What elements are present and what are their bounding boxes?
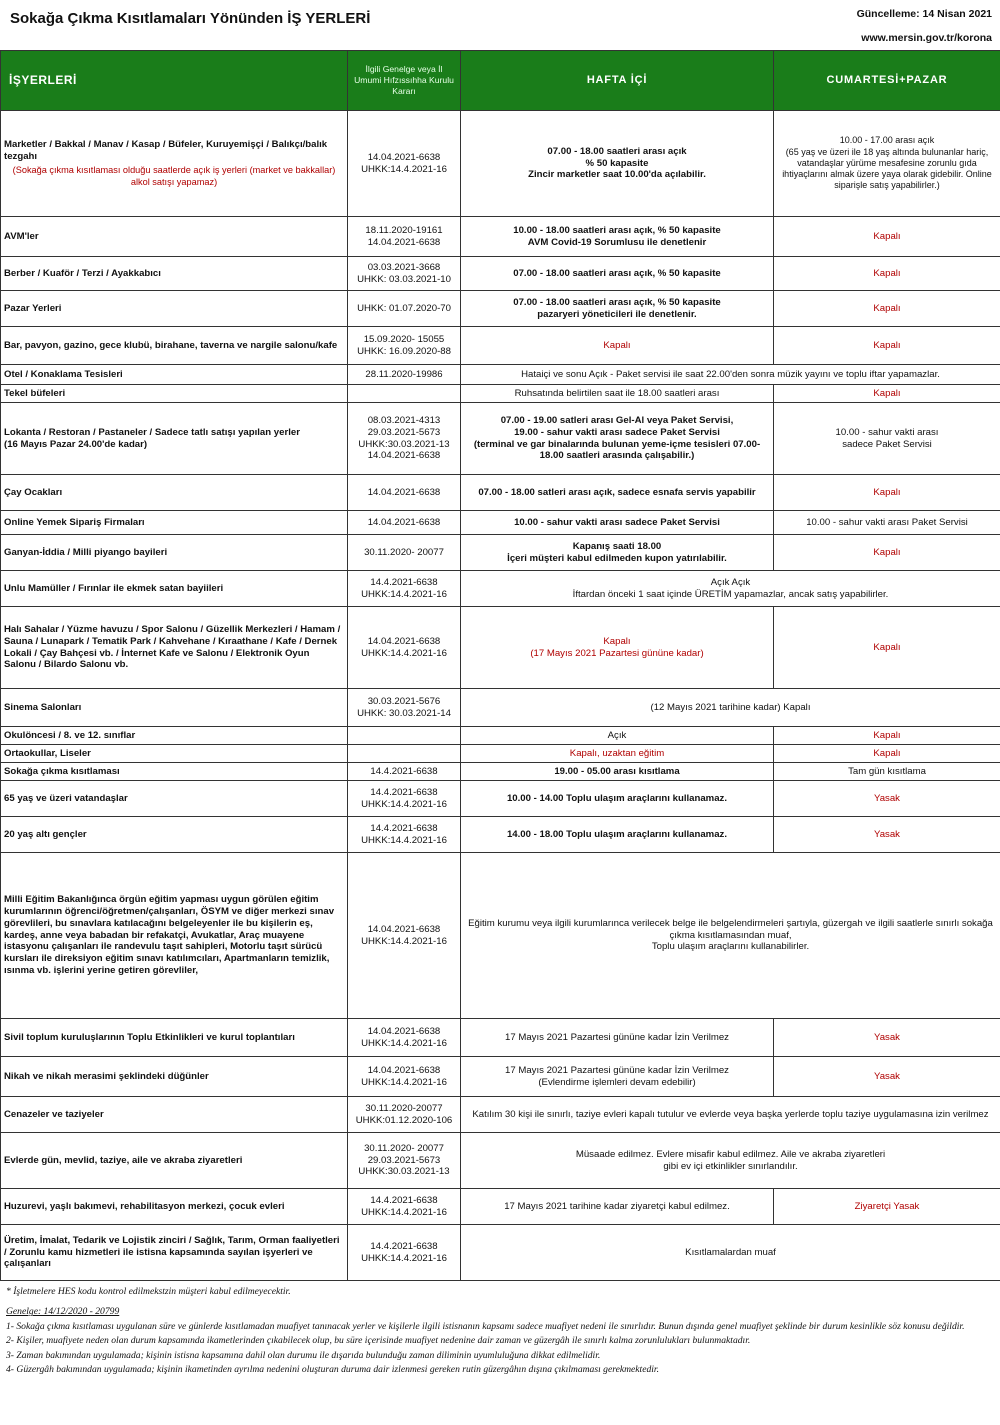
decision-ref: 14.4.2021-6638 UHKK:14.4.2021-16: [348, 571, 461, 607]
workplace-label: Tekel büfeleri: [4, 387, 66, 399]
decision-ref: [348, 385, 461, 403]
decision-ref: 14.04.2021-6638 UHKK:14.4.2021-16: [348, 1057, 461, 1097]
table-row: [1, 1097, 1000, 1133]
decision-ref: [348, 727, 461, 745]
table-row: [1, 385, 1000, 403]
decision-ref: [348, 745, 461, 763]
decision-ref: 30.11.2020- 20077: [348, 535, 461, 571]
workplace-name: [1, 327, 348, 365]
decision-ref: 15.09.2020- 15055 UHKK: 16.09.2020-88: [348, 327, 461, 365]
workplace-name: [1, 291, 348, 327]
update-date: Güncelleme: 14 Nisan 2021: [856, 8, 992, 20]
weekend-rule: Kapalı: [774, 727, 1000, 745]
col-header-weekend: CUMARTESİ+PAZAR: [774, 51, 1000, 111]
table-row: [1, 1133, 1000, 1189]
footnote-4: 4- Güzergâh bakımından uygulamada; kişinin ikametinden ayrılma nedenini oluşturan duruma dair izlenmesi gereken rutin güzergâhın dışına çıkılmaması gerekmektedir.: [6, 1363, 659, 1375]
workplace-name: [1, 781, 348, 817]
table-row: [1, 607, 1000, 689]
weekday-rule: 19.00 - 05.00 arası kısıtlama: [461, 763, 774, 781]
table-row: [1, 535, 1000, 571]
weekend-rule: Ziyaretçi Yasak: [774, 1189, 1000, 1225]
workplace-label: Çay Ocakları: [4, 486, 63, 498]
weekend-rule: Yasak: [774, 781, 1000, 817]
decision-ref: 14.04.2021-6638 UHKK:14.4.2021-16: [348, 1019, 461, 1057]
decision-ref: 14.04.2021-6638 UHKK:14.4.2021-16: [348, 853, 461, 1019]
genelge-ref: Genelge: 14/12/2020 - 20799: [6, 1306, 120, 1318]
all-days-rule: (12 Mayıs 2021 tarihine kadar) Kapalı: [461, 689, 1000, 727]
workplace-label: Cenazeler ve taziyeler: [4, 1108, 104, 1120]
weekend-rule: Kapalı: [774, 291, 1000, 327]
col-header-weekday: HAFTA İÇİ: [461, 51, 774, 111]
all-days-rule: Eğitim kurumu veya ilgili kurumlarınca verilecek belge ile belgelendirmeleri şartıyla, güzergah ve ilgili saatlerle sınırlı sokağa çıkma kısıtlamasından muaf, Toplu ulaşım araçlarını kullanabilirler.: [461, 853, 1000, 1019]
workplace-label: Online Yemek Sipariş Firmaları: [4, 516, 145, 528]
table-row: [1, 763, 1000, 781]
weekday-rule: Kapanış saati 18.00 İçeri müşteri kabul edilmeden kupon yatırılabilir.: [461, 535, 774, 571]
workplace-label: 65 yaş ve üzeri vatandaşlar: [4, 792, 128, 804]
table-row: [1, 291, 1000, 327]
workplace-label: Pazar Yerleri: [4, 302, 62, 314]
decision-ref: 03.03.2021-3668 UHKK: 03.03.2021-10: [348, 257, 461, 291]
weekend-rule: Kapalı: [774, 217, 1000, 257]
workplace-note: (Sokağa çıkma kısıtlaması olduğu saatlerde açık iş yerleri (market ve bakkallar) alkol satışı yapamaz): [12, 165, 336, 187]
workplace-name: [1, 111, 348, 217]
table-row: [1, 1019, 1000, 1057]
decision-ref: 18.11.2020-19161 14.04.2021-6638: [348, 217, 461, 257]
table-row: [1, 365, 1000, 385]
all-days-rule: Kısıtlamalardan muaf: [461, 1225, 1000, 1281]
workplace-name: [1, 817, 348, 853]
decision-ref: 30.11.2020- 20077 29.03.2021-5673 UHKK:30.03.2021-13: [348, 1133, 461, 1189]
workplace-label: Evlerde gün, mevlid, taziye, aile ve akraba ziyaretleri: [4, 1154, 243, 1166]
footer-notes: [0, 1285, 1000, 1377]
weekday-rule: 10.00 - sahur vakti arası sadece Paket Servisi: [461, 511, 774, 535]
footnote-3: 3- Zaman bakımından uygulamada; kişinin istisna kapsamına dahil olan durumu ile dışarıda bulunduğu zaman diliminin uyumluluğuna dikkat edilmelidir.: [6, 1349, 601, 1361]
weekend-rule: 10.00 - 17.00 arası açık (65 yaş ve üzeri ile 18 yaş altında bulunanlar hariç, vatandaşlar yürüme mesafesine zorunlu gıda ihtiyaçlarını almak üzere yaya olarak gidebilir. Online siparişle satış yapabilirler.): [774, 111, 1000, 217]
workplace-label: Unlu Mamüller / Fırınlar ile ekmek satan bayiileri: [4, 582, 224, 594]
decision-ref: 14.4.2021-6638: [348, 763, 461, 781]
workplace-label: 20 yaş altı gençler: [4, 828, 87, 840]
table-row: [1, 571, 1000, 607]
weekday-rule: Kapalı: [461, 327, 774, 365]
weekend-rule: Kapalı: [774, 327, 1000, 365]
workplace-name: [1, 1097, 348, 1133]
decision-ref: 28.11.2020-19986: [348, 365, 461, 385]
workplace-label: Berber / Kuaför / Terzi / Ayakkabıcı: [4, 267, 161, 279]
weekend-rule: 10.00 - sahur vakti arası sadece Paket Servisi: [774, 403, 1000, 475]
all-days-rule: Hataiçi ve sonu Açık - Paket servisi ile saat 22.00'den sonra müzik yayını ve toplu iftar yapamazlar.: [461, 365, 1000, 385]
weekday-rule: 07.00 - 18.00 saatleri arası açık % 50 kapasite Zincir marketler saat 10.00'da açılabilir.: [461, 111, 774, 217]
workplace-label: Ganyan-İddia / Milli piyango bayileri: [4, 546, 168, 558]
all-days-rule: Katılım 30 kişi ile sınırlı, taziye evleri kapalı tutulur ve evlerde veya başka yerlerde toplu taziye uygulamasına izin verilmez: [461, 1097, 1000, 1133]
weekday-rule: 07.00 - 18.00 satleri arası açık, sadece esnafa servis yapabilir: [461, 475, 774, 511]
footnote-2: 2- Kişiler, muafiyete neden olan durum kapsamında ikametlerinden çıkabilecek olup, bu süre içerisinde muafiyet nedenine dair zaman ve güzergâh ile sınırlı kalma zorunlulukları bulunmaktadır.: [6, 1335, 751, 1347]
table-row: [1, 817, 1000, 853]
workplace-name: [1, 745, 348, 763]
table-row: [1, 1057, 1000, 1097]
decision-ref: 14.4.2021-6638 UHKK:14.4.2021-16: [348, 1189, 461, 1225]
weekday-rule: 07.00 - 18.00 saatleri arası açık, % 50 kapasite pazaryeri yöneticileri ile denetlenir.: [461, 291, 774, 327]
workplace-name: [1, 853, 348, 1019]
workplace-label: Halı Sahalar / Yüzme havuzu / Spor Salonu / Güzellik Merkezleri / Hamam / Sauna / Lunapark / Tematik Park / Kahvehane / Kıraathane / Kafe / Dernek Lokali / Çay Bahçesi vb. / İnternet Kafe ve Salonu / Elektronik Oyun Salonu / Bilardo Salonu vb.: [4, 623, 341, 671]
page-header: [0, 0, 1000, 50]
workplace-label: Huzurevi, yaşlı bakımevi, rehabilitasyon merkezi, çocuk evleri: [4, 1200, 285, 1212]
weekday-rule: 07.00 - 19.00 satleri arası Gel-Al veya Paket Servisi, 19.00 - sahur vakti arası sadece Paket Servisi (terminal ve gar binalarında bulunan yeme-içme tesisleri 07.00-18.00 saatleri arasında çalışabilir.): [461, 403, 774, 475]
weekend-rule: Yasak: [774, 817, 1000, 853]
table-body: [1, 111, 1000, 1281]
workplace-name: [1, 403, 348, 475]
workplace-name: [1, 689, 348, 727]
workplace-name: [1, 385, 348, 403]
decision-ref: 14.04.2021-6638: [348, 475, 461, 511]
weekend-rule: Yasak: [774, 1019, 1000, 1057]
workplace-name: [1, 1057, 348, 1097]
website-link[interactable]: www.mersin.gov.tr/korona: [861, 32, 992, 44]
weekend-rule: Yasak: [774, 1057, 1000, 1097]
workplace-label: Ortaokullar, Liseler: [4, 747, 91, 759]
workplace-name: [1, 1133, 348, 1189]
table-row: [1, 1189, 1000, 1225]
restrictions-table: [0, 50, 1000, 1281]
workplace-label: AVM'ler: [4, 230, 39, 242]
table-row: [1, 327, 1000, 365]
workplace-label: Marketler / Bakkal / Manav / Kasap / Büfeler, Kuruyemişçi / Balıkçı/balık tezgahı: [4, 138, 328, 162]
weekend-rule: Kapalı: [774, 535, 1000, 571]
weekday-rule: 17 Mayıs 2021 tarihine kadar ziyaretçi kabul edilmez.: [461, 1189, 774, 1225]
workplace-label: Nikah ve nikah merasimi şeklindeki düğünler: [4, 1070, 209, 1082]
table-row: [1, 111, 1000, 217]
workplace-name: [1, 475, 348, 511]
weekend-rule: Kapalı: [774, 475, 1000, 511]
weekday-rule: Kapalı (17 Mayıs 2021 Pazartesi gününe kadar): [461, 607, 774, 689]
table-row: [1, 727, 1000, 745]
weekday-rule: Ruhsatında belirtilen saat ile 18.00 saatleri arası: [461, 385, 774, 403]
workplace-name: [1, 727, 348, 745]
table-row: [1, 403, 1000, 475]
table-row: [1, 781, 1000, 817]
workplace-label: Sinema Salonları: [4, 701, 82, 713]
weekend-rule: Kapalı: [774, 745, 1000, 763]
all-days-rule: Açık Açık İftardan önceki 1 saat içinde ÜRETİM yapamazlar, ancak satış yapabilirler.: [461, 571, 1000, 607]
decision-ref: 14.04.2021-6638 UHKK:14.4.2021-16: [348, 111, 461, 217]
weekend-rule: Kapalı: [774, 607, 1000, 689]
weekend-rule: Tam gün kısıtlama: [774, 763, 1000, 781]
decision-ref: 14.4.2021-6638 UHKK:14.4.2021-16: [348, 817, 461, 853]
table-row: [1, 853, 1000, 1019]
workplace-name: [1, 365, 348, 385]
workplace-name: [1, 1225, 348, 1281]
workplace-label: Otel / Konaklama Tesisleri: [4, 368, 123, 380]
decision-ref: UHKK: 01.07.2020-70: [348, 291, 461, 327]
decision-ref: 30.03.2021-5676 UHKK: 30.03.2021-14: [348, 689, 461, 727]
workplace-label: Lokanta / Restoran / Pastaneler / Sadece tatlı satışı yapılan yerler (16 Mayıs Pazar 24.00'de kadar): [4, 426, 300, 450]
col-header-workplaces: İŞYERLERİ: [1, 51, 348, 111]
workplace-name: [1, 607, 348, 689]
table-row: [1, 1225, 1000, 1281]
table-row: [1, 689, 1000, 727]
all-days-rule: Müsaade edilmez. Evlere misafir kabul edilmez. Aile ve akraba ziyaretleri gibi ev içi etkinlikler sınırlandılır.: [461, 1133, 1000, 1189]
workplace-name: [1, 1019, 348, 1057]
workplace-name: [1, 1189, 348, 1225]
weekday-rule: 14.00 - 18.00 Toplu ulaşım araçlarını kullanamaz.: [461, 817, 774, 853]
table-row: [1, 217, 1000, 257]
weekday-rule: 07.00 - 18.00 saatleri arası açık, % 50 kapasite: [461, 257, 774, 291]
decision-ref: 14.4.2021-6638 UHKK:14.4.2021-16: [348, 1225, 461, 1281]
workplace-name: [1, 535, 348, 571]
workplace-name: [1, 257, 348, 291]
footnote-1: 1- Sokağa çıkma kısıtlaması uygulanan süre ve günlerde kısıtlamadan muafiyet tanınacak yerler ve kişilerle ilgili istisnanın kapsamı sadece muafiyet nedeni ile sınırlıdır. Bunun dışında genel muafiyet şeklinde bir durum kesinlikle söz konusu değildir.: [6, 1320, 965, 1332]
decision-ref: 30.11.2020-20077 UHKK:01.12.2020-106: [348, 1097, 461, 1133]
table-row: [1, 511, 1000, 535]
table-header-row: [1, 51, 1000, 111]
workplace-label: Okulöncesi / 8. ve 12. sınıflar: [4, 729, 136, 741]
weekday-rule: 17 Mayıs 2021 Pazartesi gününe kadar İzin Verilmez (Evlendirme işlemleri devam edebilir): [461, 1057, 774, 1097]
workplace-name: [1, 217, 348, 257]
workplace-label: Bar, pavyon, gazino, gece klubü, birahane, taverna ve nargile salonu/kafe: [4, 339, 338, 351]
workplace-name: [1, 571, 348, 607]
decision-ref: 14.04.2021-6638: [348, 511, 461, 535]
weekend-rule: Kapalı: [774, 257, 1000, 291]
weekday-rule: 10.00 - 18.00 saatleri arası açık, % 50 kapasite AVM Covid-19 Sorumlusu ile denetlenir: [461, 217, 774, 257]
weekday-rule: Açık: [461, 727, 774, 745]
table-row: [1, 475, 1000, 511]
weekday-rule: Kapalı, uzaktan eğitim: [461, 745, 774, 763]
workplace-label: Sivil toplum kuruluşlarının Toplu Etkinlikleri ve kurul toplantıları: [4, 1031, 295, 1043]
weekend-rule: Kapalı: [774, 385, 1000, 403]
weekend-rule: 10.00 - sahur vakti arası Paket Servisi: [774, 511, 1000, 535]
table-row: [1, 745, 1000, 763]
workplace-name: [1, 511, 348, 535]
workplace-label: Sokağa çıkma kısıtlaması: [4, 765, 120, 777]
workplace-label: Üretim, İmalat, Tedarik ve Lojistik zinciri / Sağlık, Tarım, Orman faaliyetleri / Zorunlu kamu hizmetleri ile istisna kapsamında sayılan işyerleri ve çalışanları: [4, 1234, 340, 1270]
workplace-label: Milli Eğitim Bakanlığınca örgün eğitim yapması uygun görülen eğitim kurumlarının öğrenci/öğretmen/çalışanları, ÖSYM ve diğer merkezi sınav görevlileri, bu sınavlara katılacağını belgeleyenler ile bu kişilerin eş, kardeş, anne veya babadan bir refakatçi, Avukatlar, Araç muayene istasyonu çalışanları ile randevulu taşıt sahipleri, Motorlu taşıt sürücü kursları ile direksiyon eğitim sınavı katılımcıları, Apartmanların temizlik, ısınma vb. işlerini yerine getiren görevliler,: [4, 893, 335, 977]
page-title: Sokağa Çıkma Kısıtlamaları Yönünden İŞ YERLERİ: [10, 10, 371, 27]
weekday-rule: 10.00 - 14.00 Toplu ulaşım araçlarını kullanamaz.: [461, 781, 774, 817]
workplace-name: [1, 763, 348, 781]
decision-ref: 14.04.2021-6638 UHKK:14.4.2021-16: [348, 607, 461, 689]
decision-ref: 14.4.2021-6638 UHKK:14.4.2021-16: [348, 781, 461, 817]
table-row: [1, 257, 1000, 291]
hes-note: * İşletmelere HES kodu kontrol edilmekstzin müşteri kabul edilmeyecektir.: [6, 1286, 291, 1297]
col-header-decision: İlgili Genelge veya İl Umumi Hıfzıssıhha Kurulu Kararı: [348, 51, 461, 111]
decision-ref: 08.03.2021-4313 29.03.2021-5673 UHKK:30.03.2021-13 14.04.2021-6638: [348, 403, 461, 475]
weekday-rule: 17 Mayıs 2021 Pazartesi gününe kadar İzin Verilmez: [461, 1019, 774, 1057]
